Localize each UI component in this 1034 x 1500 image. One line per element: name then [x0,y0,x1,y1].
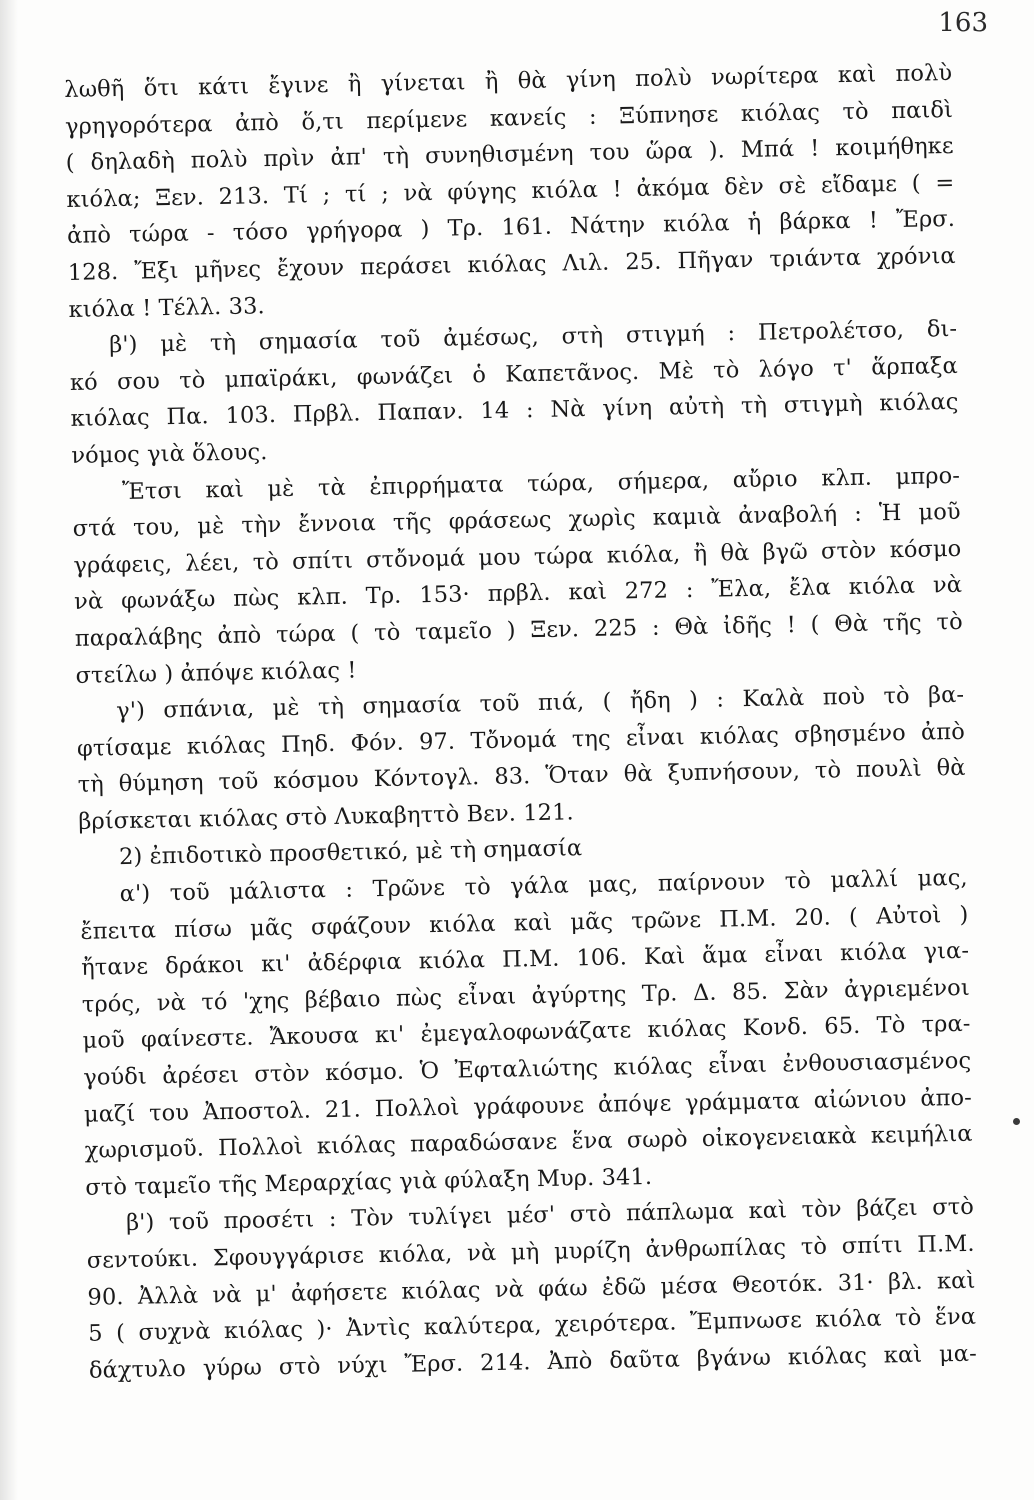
text-line: 90. Ἀλλὰ νὰ μ' ἀφήσετε κιόλας νὰ φάω ἐδῶ μέσα Θεοτόκ. 31· βλ. καὶ [87,1267,976,1311]
text-line: Ἔτσι καὶ μὲ τὰ ἐπιρρήματα τώρα, σήμερα, αὔριο κλπ. μπρο- [121,462,961,505]
text-line: παραλάβης ἀπὸ τώρα ( τὸ ταμεῖο ) Ξεν. 225 : Θὰ ἰδῆς ! ( Θὰ τῆς τὸ [74,608,963,652]
text-line: 2) ἐπιδοτικὸ προσθετικό, μὲ τὴ σημασία [118,835,583,871]
text-line: στά του, μὲ τὴν ἔννοια τῆς φράσεως χωρὶς καμιὰ ἀναβολή : Ἡ μοῦ [72,498,961,543]
text-line: χωρισμοῦ. Πολλοὶ κιόλας παραδώσανε ἕνα σωρὸ οἰκογενειακὰ κειμήλια [84,1120,973,1165]
ink-speck [1013,1118,1020,1125]
text-line: μοῦ φαίνεστε. Ἄκουσα κι' ἐμεγαλοφωνάζατε κιόλας Κονδ. 65. Τὸ τρα- [82,1011,971,1055]
text-line: τρός, νὰ τό 'χης βέβαιο πὼς εἶναι ἀγύρτης Τρ. Δ. 85. Σὰν ἀγριεμένοι [81,974,970,1018]
text-line: τὴ θύμηση τοῦ κόσμου Κόντογλ. 83. Ὅταν θὰ ξυπνήσουν, τὸ πουλὶ θὰ [77,755,966,799]
text-line: γρηγορότερα ἀπὸ ὅ,τι περίμενε κανείς : Ξύπνησε κιόλας τὸ παιδὶ [64,96,954,140]
text-line: κό σου τὸ μπαϊράκι, φωνάζει ὁ Καπετᾶνος. Μὲ τὸ λόγο τ' ἅρπαξα [69,352,959,396]
page-number: 163 [938,8,988,38]
text-line: κιόλας Πα. 103. Πρβλ. Παπαν. 14 : Νὰ γίνη αὐτὴ τὴ στιγμὴ κιόλας [70,389,959,433]
text-line: γούδι ἀρέσει στὸν κόσμο. Ὁ Ἐφταλιώτης κιόλας εἶναι ἐνθουσιασμένος [83,1047,972,1091]
text-line: στείλω ) ἀπόψε κιόλας ! [75,656,357,689]
text-line: α') τοῦ μάλιστα : Τρῶνε τὸ γάλα μας, παίρνουν τὸ μαλλί μας, [119,864,968,908]
text-line: ( δηλαδὴ πολὺ πρὶν ἀπ' τὴ συνηθισμένη του ὥρα ). Μπά ! κοιμήθηκε [65,133,954,177]
text-line: στὸ ταμεῖο τῆς Μεραρχίας γιὰ φύλαξη Μυρ. 341. [85,1163,653,1201]
text-line: ἀπὸ τώρα - τόσο γρήγορα ) Τρ. 161. Νάτην κιόλα ἡ βάρκα ! Ἔρσ. [66,206,956,250]
text-line: σεντούκι. Σφουγγάρισε κιόλα, νὰ μὴ μυρίζη ἀνθρωπίλας τὸ σπίτι Π.Μ. [86,1230,975,1274]
text-line: β') μὲ τὴ σημασία τοῦ ἀμέσως, στὴ στιγμή : Πετρολέτσο, δι- [109,316,958,359]
page-edge-shadow [0,0,18,1500]
text-line: μαζί του Ἀποστολ. 21. Πολλοὶ γράφουνε ἀπόψε γράμματα αἰώνιου ἀπο- [83,1084,973,1128]
dictionary-entry-text [64,55,977,1389]
text-line: ἔπειτα πίσω μᾶς σφάζουν κιόλα καὶ μᾶς τρῶνε Π.Μ. 20. ( Αὐτοὶ ) [80,901,969,945]
text-line: κιόλα ! Τέλλ. 33. [68,292,265,323]
text-line: λωθῆ ὅτι κάτι ἔγινε ἢ γίνεται ἢ θὰ γίνη πολὺ νωρίτερα καὶ πολὺ [64,59,953,103]
text-line: δάχτυλο γύρω στὸ νύχι Ἔρσ. 214. Ἀπὸ δαῦτα βγάνω κιόλας καὶ μα- [88,1340,978,1384]
text-line: β') τοῦ προσέτι : Τὸν τυλίγει μέσ' στὸ πάπλωμα καὶ τὸν βάζει στὸ [125,1194,975,1237]
text-line: γράφεις, λέει, τὸ σπίτι στὄνομά μου τώρα κιόλα, ἢ θὰ βγῶ στὸν κόσμο [73,535,962,579]
text-line: κιόλα; Ξεν. 213. Τί ; τί ; νὰ φύγης κιόλα ! ἀκόμα δὲν σὲ εἴδαμε ( = [66,169,955,213]
text-line: 128. Ἔξι μῆνες ἔχουν περάσει κιόλας Λιλ. 25. Πῆγαν τριάντα χρόνια [67,242,956,286]
text-line: νὰ φωνάξω πὼς κλπ. Τρ. 153· πρβλ. καὶ 272 : Ἔλα, ἔλα κιόλα νὰ [73,572,963,616]
text-line: νόμος γιὰ ὅλους. [71,439,268,469]
text-line: γ') σπάνια, μὲ τὴ σημασία τοῦ πιά, ( ἤδη ) : Καλὰ ποὺ τὸ βα- [116,681,965,725]
text-line: βρίσκεται κιόλας στὸ Λυκαβηττὸ Βεν. 121. [78,799,574,835]
text-line: φτίσαμε κιόλας Πηδ. Φόν. 97. Τὄνομά της εἶναι κιόλας σβησμένο ἀπὸ [76,718,966,762]
text-line: 5 ( συχνὰ κιόλας )· Ἀντὶς καλύτερα, χειρότερα. Ἔμπνωσε κιόλα τὸ ἕνα [87,1303,977,1347]
text-line: ἤτανε δράκοι κι' ἀδέρφια κιόλα Π.Μ. 106. Καὶ ἅμα εἶναι κιόλα για- [80,938,970,982]
